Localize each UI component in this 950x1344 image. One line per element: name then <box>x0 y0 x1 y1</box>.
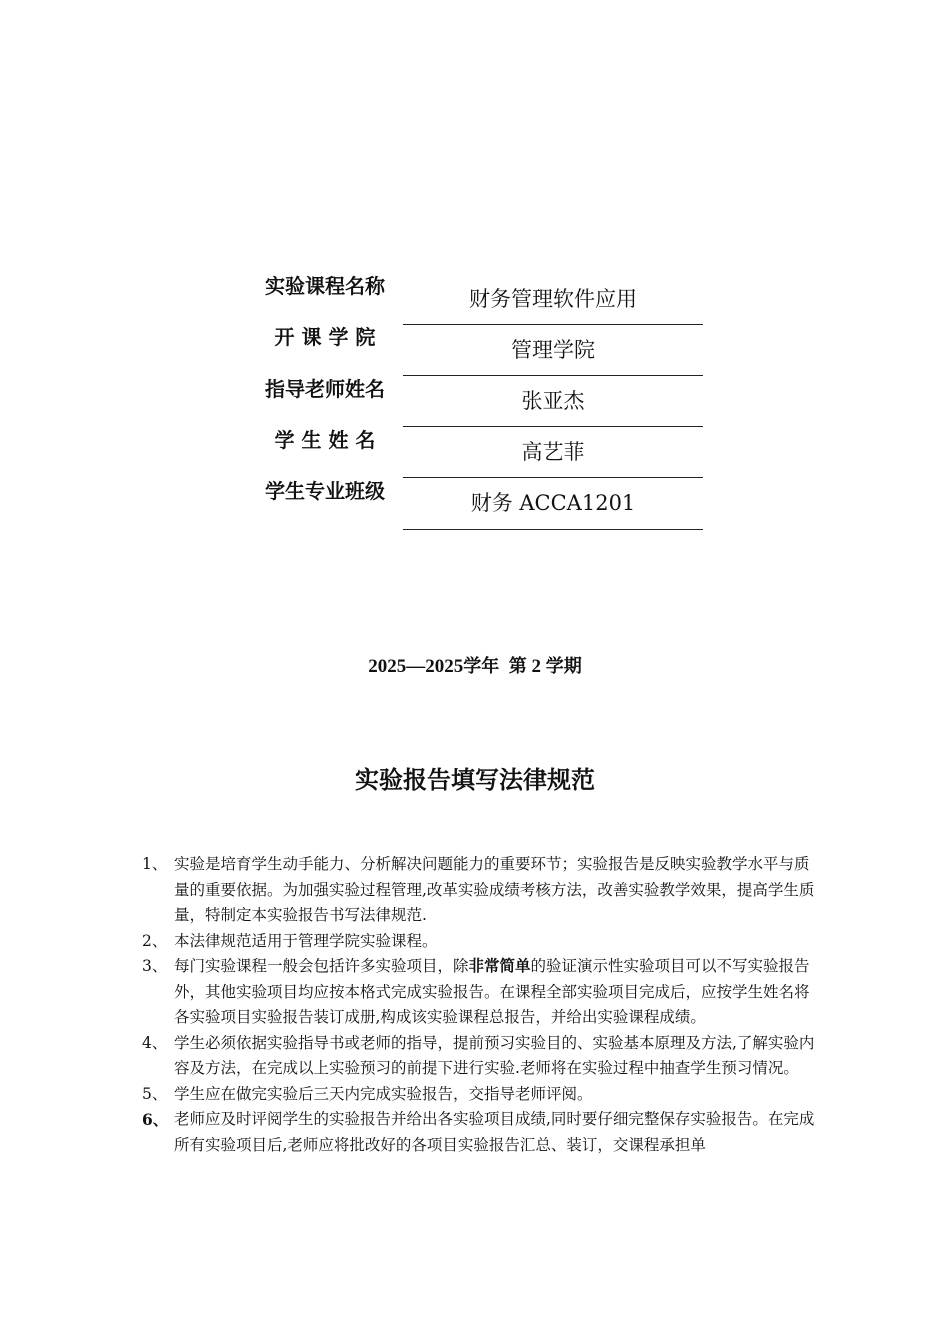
semester-line <box>0 654 950 680</box>
course-name-value: 财务管理软件应用 <box>469 287 637 311</box>
course-name-label: 实验课程名称 <box>265 274 385 298</box>
teacher-name-value: 张亚杰 <box>521 389 585 413</box>
student-class-underline <box>403 529 703 530</box>
rule-number: 1、 <box>142 855 168 873</box>
rule-text <box>174 957 810 1026</box>
rule-text: 老师应及时评阅学生的实验报告并给出各实验项目成绩,同时要仔细完整保存实验报告。在完成所有实验项目后,老师应将批改好的各项目实验报告汇总、装订，交课程承担单 <box>174 1110 815 1154</box>
student-name-underline <box>403 477 703 478</box>
rule-number: 3、 <box>142 957 168 975</box>
student-class-label: 学生专业班级 <box>265 479 385 503</box>
student-name-value: 高艺菲 <box>521 440 585 464</box>
teacher-name-label: 指导老师姓名 <box>265 377 385 401</box>
student-class-value: 财务 ACCA1201 <box>470 491 636 515</box>
college-label: 开 课 学 院 <box>274 325 376 349</box>
rule-text: 学生应在做完实验后三天内完成实验报告，交指导老师评阅。 <box>174 1084 593 1103</box>
rule-item <box>142 852 822 929</box>
semester-term-unit: 学期 <box>545 656 582 677</box>
rule-text: 实验是培育学生动手能力、分析解决问题能力的重要环节；实验报告是反映实验教学水平与质量的重要依据。为加强实验过程管理,改革实验成绩考核方法，改善实验教学效果，提高学生质量，特制定本实验报告书写法律规范. <box>174 855 815 924</box>
college-underline <box>403 375 703 376</box>
rule-text-before: 每门实验课程一般会包括许多实验项目，除 <box>174 957 469 975</box>
rule-text-after: 的验证演示性实验项目可以不写实验报告外，其他实验项目均应按本格式完成实验报告。在课程全部实验项目完成后，应按学生姓名将各实验项目实验报告装订成册,构成该实验课程总报告，并给出实验课程成绩。 <box>174 957 810 1026</box>
rule-number: 4、 <box>142 1033 168 1052</box>
college-value: 管理学院 <box>511 338 595 362</box>
rule-item <box>142 1031 822 1082</box>
semester-term: 2 <box>531 656 541 677</box>
rule-text: 学生必须依据实验指导书或老师的指导，提前预习实验目的、实验基本原理及方法,了解实验内容及方法，在完成以上实验预习的前提下进行实验.老师将在实验过程中抽查学生预习情况。 <box>174 1033 815 1077</box>
semester-year: 2025—2025 <box>368 656 464 677</box>
rule-text-emphasis: 非常简单 <box>468 957 531 975</box>
teacher-name-underline <box>403 426 703 427</box>
document-title: 实验报告填写法律规范 <box>355 766 595 794</box>
rule-number: 5、 <box>142 1084 168 1103</box>
rule-item <box>142 954 822 1031</box>
rule-number: 2、 <box>142 931 168 950</box>
rules-list <box>142 852 822 1158</box>
rule-text: 本法律规范适用于管理学院实验课程。 <box>174 931 438 950</box>
rule-item <box>142 1107 822 1158</box>
semester-term-prefix: 第 <box>508 656 527 677</box>
semester-year-unit: 学年 <box>463 656 500 677</box>
rule-item <box>142 929 822 955</box>
rule-item <box>142 1082 822 1108</box>
course-name-underline <box>403 324 703 325</box>
student-name-label: 学 生 姓 名 <box>274 428 376 452</box>
rule-number: 6、 <box>142 1110 169 1129</box>
